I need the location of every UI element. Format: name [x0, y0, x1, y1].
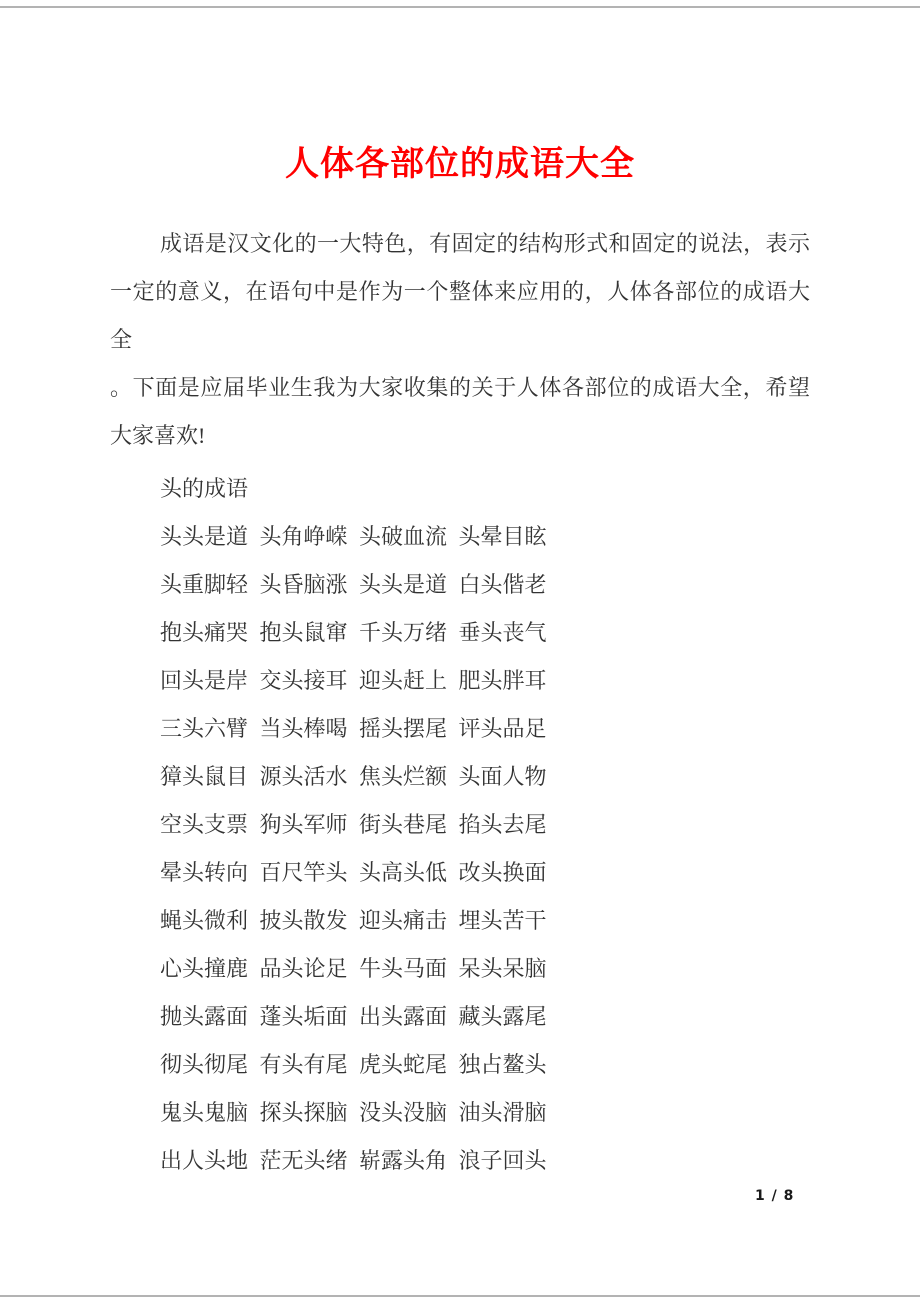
document-body — [0, 220, 920, 1185]
idiom-row: 出人头地 茫无头绪 崭露头角 浪子回头 — [160, 1148, 547, 1173]
idiom-row: 心头撞鹿 品头论足 牛头马面 呆头呆脑 — [160, 956, 547, 981]
intro-paragraph-2: 。下面是应届毕业生我为大家收集的关于人体各部位的成语大全，希望大家喜欢! — [110, 375, 810, 448]
idiom-row: 三头六臂 当头棒喝 摇头摆尾 评头品足 — [160, 716, 547, 741]
idiom-row: 獐头鼠目 源头活水 焦头烂额 头面人物 — [160, 764, 547, 789]
idiom-row: 抱头痛哭 抱头鼠窜 千头万绪 垂头丧气 — [160, 620, 547, 645]
section-heading: 头的成语 — [160, 476, 249, 501]
idiom-row: 蝇头微利 披头散发 迎头痛击 埋头苦干 — [160, 908, 547, 933]
idiom-row: 头头是道 头角峥嵘 头破血流 头晕目眩 — [160, 524, 547, 549]
page-top-border — [0, 6, 920, 8]
idiom-row: 抛头露面 蓬头垢面 出头露面 藏头露尾 — [160, 1004, 547, 1029]
page-bottom-border — [0, 1295, 920, 1297]
page-title: 人体各部位的成语大全 — [285, 146, 635, 183]
idiom-row: 晕头转向 百尺竿头 头高头低 改头换面 — [160, 860, 547, 885]
idiom-row: 鬼头鬼脑 探头探脑 没头没脑 油头滑脑 — [160, 1100, 547, 1125]
idiom-row: 彻头彻尾 有头有尾 虎头蛇尾 独占鳌头 — [160, 1052, 547, 1077]
idiom-list — [110, 513, 810, 1185]
idiom-row: 回头是岸 交头接耳 迎头赶上 肥头胖耳 — [160, 668, 547, 693]
idiom-row: 空头支票 狗头军师 街头巷尾 掐头去尾 — [160, 812, 547, 837]
intro-paragraph-1: 成语是汉文化的一大特色，有固定的结构形式和固定的说法，表示一定的意义，在语句中是作为一个整体来应用的，人体各部位的成语大全 — [110, 231, 810, 352]
idiom-row: 头重脚轻 头昏脑涨 头头是道 白头偕老 — [160, 572, 547, 597]
page-number: 1 / 8 — [755, 1188, 795, 1204]
